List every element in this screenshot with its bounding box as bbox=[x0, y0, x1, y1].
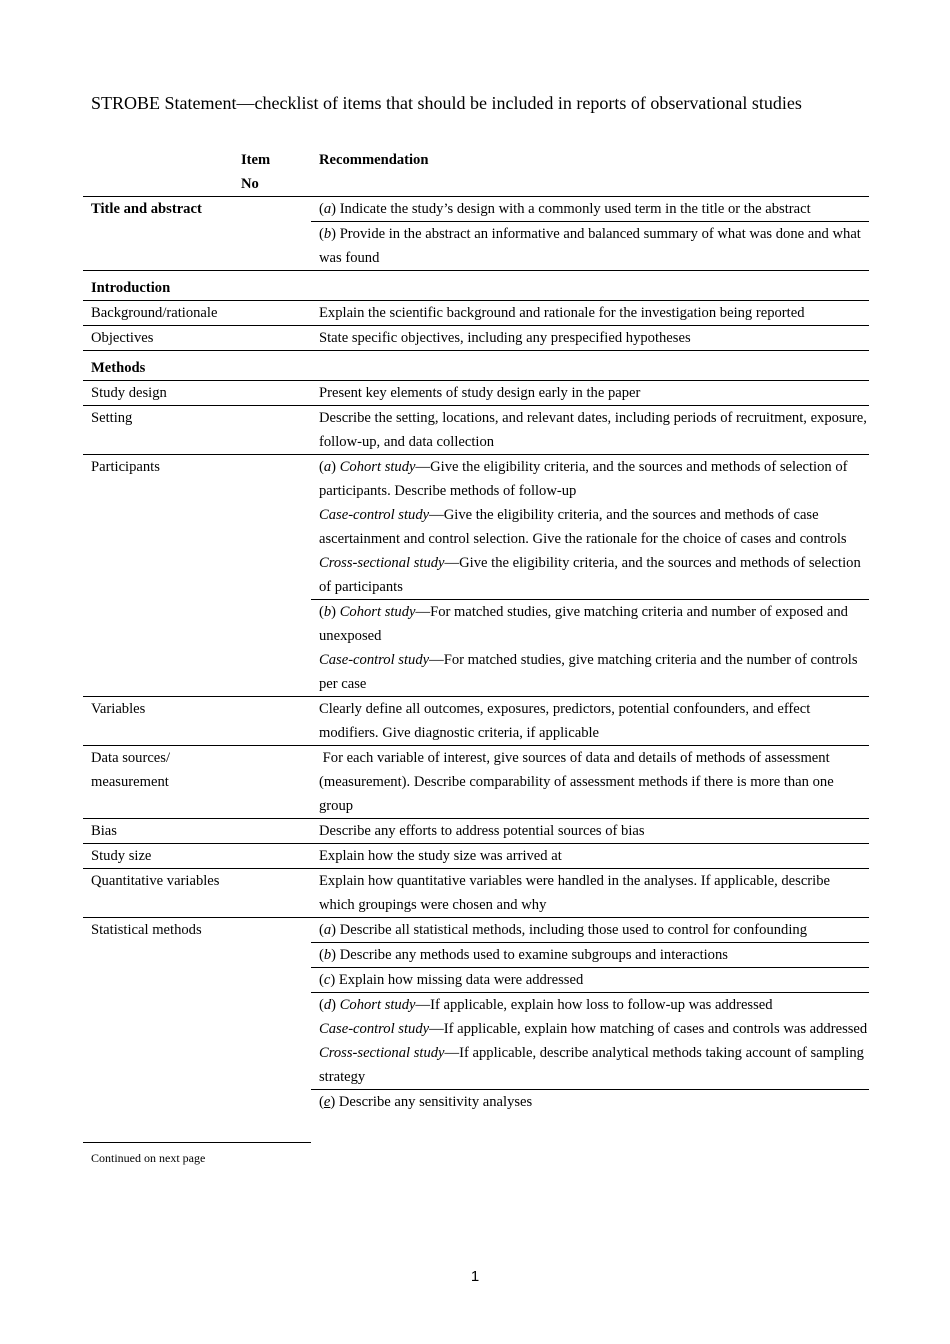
row-label: Bias bbox=[83, 819, 233, 844]
recommendation-cell: Explain the scientific background and rationale for the investigation being reported bbox=[311, 301, 869, 326]
row-label: Title and abstract bbox=[91, 201, 202, 217]
recommendation-cell: Present key elements of study design early in the paper bbox=[311, 381, 869, 406]
section-heading: Introduction bbox=[83, 271, 869, 301]
recommendation-cell: Describe the setting, locations, and relevant dates, including periods of recruitment, exposure, follow-up, and data collection bbox=[311, 406, 869, 455]
table-header-row bbox=[83, 148, 869, 197]
recommendation-cell: (b) Describe any methods used to examine subgroups and interactions bbox=[311, 943, 869, 968]
row-label: Quantitative variables bbox=[83, 869, 233, 918]
table-row bbox=[83, 746, 869, 819]
row-label: Variables bbox=[83, 697, 233, 746]
recommendation-cell: Clearly define all outcomes, exposures, predictors, potential confounders, and effect modifiers. Give diagnostic criteria, if applicable bbox=[311, 697, 869, 746]
recommendation-cell: (e) Describe any sensitivity analyses bbox=[311, 1090, 869, 1115]
table-row bbox=[83, 697, 869, 746]
recommendation-cell: (a) Describe all statistical methods, including those used to control for confounding bbox=[311, 918, 869, 943]
table-bottom-rule bbox=[83, 1142, 311, 1143]
row-label: Objectives bbox=[83, 326, 233, 351]
table-row bbox=[83, 819, 869, 844]
table-row bbox=[83, 406, 869, 455]
table-row bbox=[83, 301, 869, 326]
section-row bbox=[83, 271, 869, 301]
row-label: Statistical methods bbox=[83, 918, 233, 1115]
recommendation-cell: (c) Explain how missing data were addressed bbox=[311, 968, 869, 993]
recommendation-cell: State specific objectives, including any prespecified hypotheses bbox=[311, 326, 869, 351]
recommendation-cell: (a) Indicate the study’s design with a commonly used term in the title or the abstract bbox=[319, 201, 811, 217]
table-row bbox=[83, 455, 869, 600]
table-row bbox=[83, 326, 869, 351]
page-title: STROBE Statement—checklist of items that should be included in reports of observational studies bbox=[91, 93, 802, 113]
row-label: Study design bbox=[83, 381, 233, 406]
row-label: Participants bbox=[83, 455, 233, 697]
item-no-header: Item No bbox=[233, 148, 311, 197]
recommendation-cell: (b) Cohort study—For matched studies, give matching criteria and number of exposed and unexposed Case-control study—For matched studies, give matching criteria and the number of controls per case bbox=[311, 600, 869, 697]
recommendation-cell: Describe any efforts to address potential sources of bias bbox=[311, 819, 869, 844]
table-row bbox=[83, 918, 869, 943]
table-row bbox=[83, 197, 869, 222]
recommendation-cell: Explain how the study size was arrived at bbox=[311, 844, 869, 869]
recommendation-cell: (b) Provide in the abstract an informative and balanced summary of what was done and what was found bbox=[311, 222, 869, 271]
continued-note: Continued on next page bbox=[91, 1151, 206, 1165]
strobe-checklist-table bbox=[83, 148, 869, 1114]
section-heading: Methods bbox=[83, 351, 869, 381]
page-number: 1 bbox=[470, 1268, 480, 1285]
table-row bbox=[83, 381, 869, 406]
table-row bbox=[83, 844, 869, 869]
row-label: Study size bbox=[83, 844, 233, 869]
row-label: Setting bbox=[83, 406, 233, 455]
recommendation-header: Recommendation bbox=[311, 148, 869, 197]
section-row bbox=[83, 351, 869, 381]
table-row bbox=[83, 869, 869, 918]
recommendation-cell: Explain how quantitative variables were handled in the analyses. If applicable, describe which groupings were chosen and why bbox=[311, 869, 869, 918]
recommendation-cell: (a) Cohort study—Give the eligibility criteria, and the sources and methods of selection of participants. Describe methods of follow-up Case-control study—Give the eligibility criteria, and the sources and methods of case ascertainment and control selection. Give the rationale for the choice of cases and controls Cross-sectional study—Give the eligibility criteria, and the sources and methods of selection of participants bbox=[311, 455, 869, 600]
recommendation-cell: For each variable of interest, give sources of data and details of methods of assessment (measurement). Describe comparability of assessment methods if there is more than one group bbox=[311, 746, 869, 819]
row-label: Data sources/ measurement bbox=[83, 746, 233, 819]
row-label: Background/rationale bbox=[83, 301, 233, 326]
recommendation-cell: (d) Cohort study—If applicable, explain how loss to follow-up was addressed Case-control study—If applicable, explain how matching of cases and controls was addressed Cross-sectional study—If applicable, describe analytical methods taking account of sampling strategy bbox=[311, 993, 869, 1090]
